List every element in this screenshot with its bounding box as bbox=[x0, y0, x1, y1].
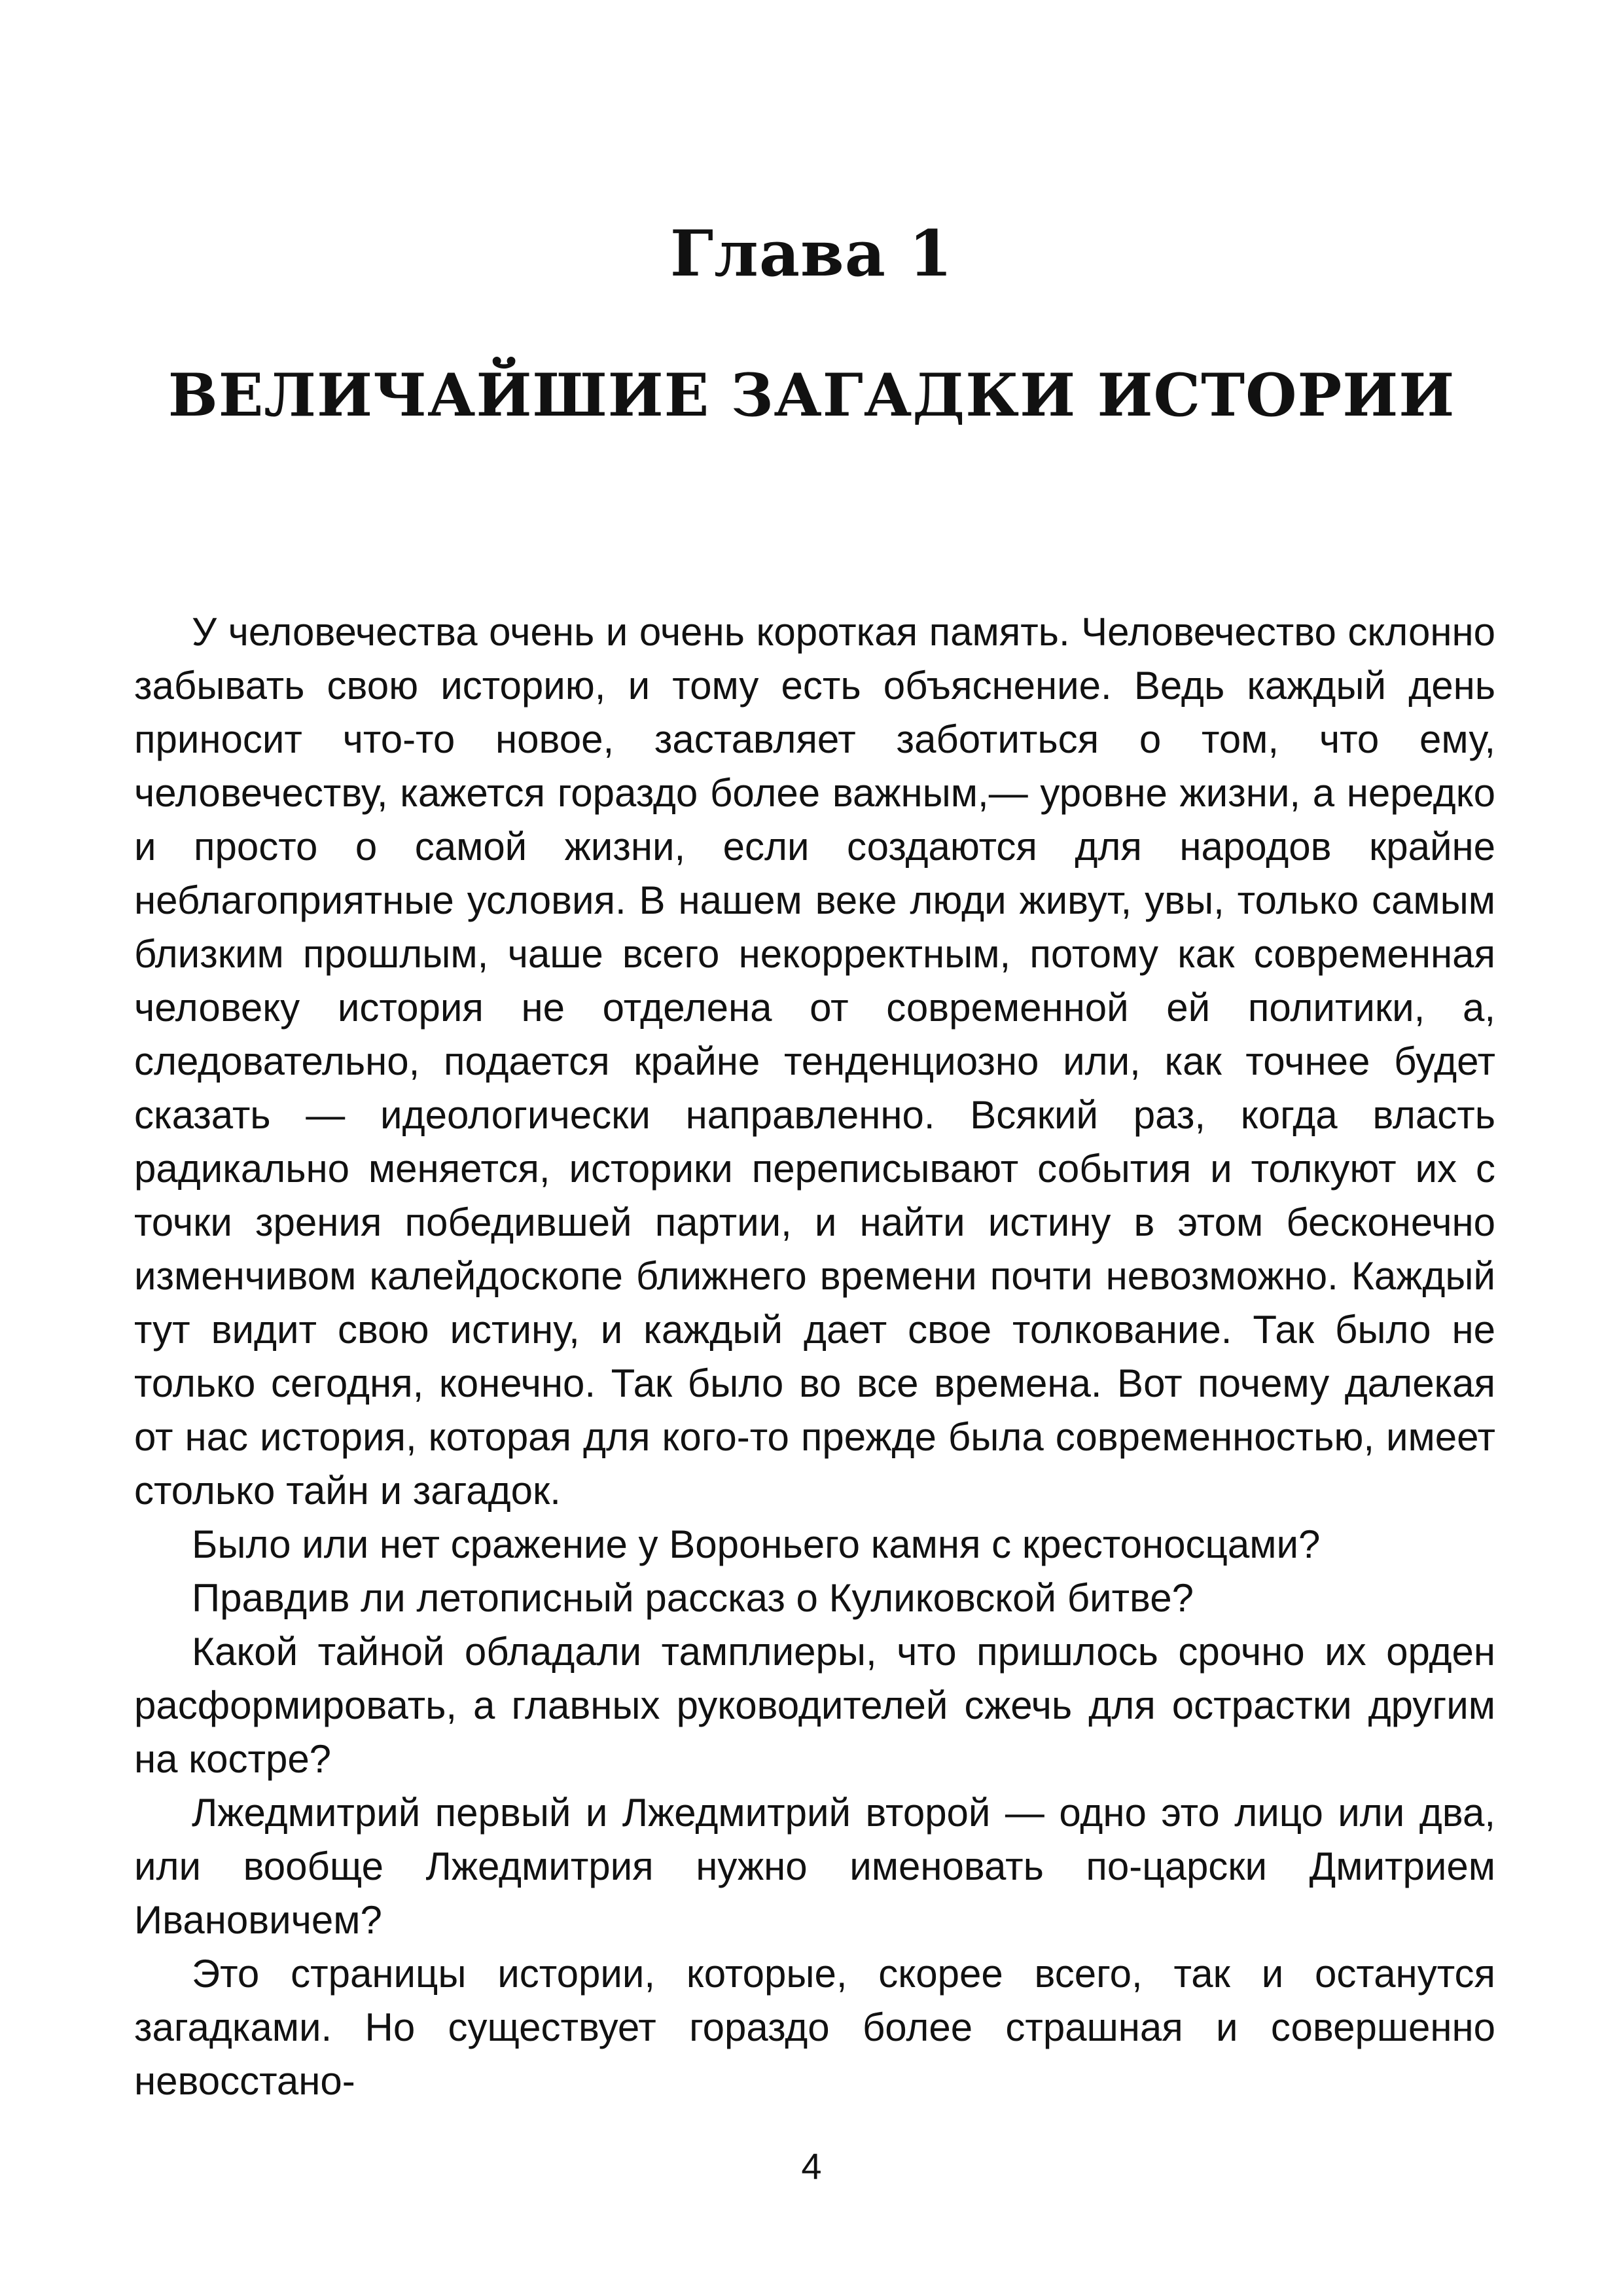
paragraph: Какой тайной обладали тамплиеры, что пришлось срочно их орден расформировать, а главных руководителей сжечь для острастки другим на костре? bbox=[134, 1630, 1495, 1781]
page-number: 4 bbox=[801, 2145, 822, 2187]
chapter-body bbox=[134, 605, 1495, 2108]
paragraph: Это страницы истории, которые, скорее всего, так и останутся загадками. Но существует гораздо более страшная и совершенно невосстано- bbox=[134, 1952, 1495, 2103]
paragraph: Лжедмитрий первый и Лжедмитрий второй — одно это лицо или два, или вообще Лжедмитрия нужно именовать по-царски Дмитрием Ивановичем? bbox=[134, 1791, 1495, 1942]
paragraph: У человечества очень и очень короткая память. Человечество склонно забывать свою историю, и тому есть объяснение. Ведь каждый день приносит что-то новое, заставляет заботиться о том, что ему, человечеству, кажется гораздо более важным,— уровне жизни, а нередко и просто о самой жизни, если создаются для народов крайне неблагоприятные условия. В нашем веке люди живут, увы, только самым близким прошлым, чаше всего некорректным, потому как современная человеку история не отделена от современной ей политики, а, следовательно, подается крайне тенденциозно или, как точнее будет сказать — идеологически направленно. Всякий раз, когда власть радикально меняется, историки переписывают события и толкуют их с точки зрения победившей партии, и найти истину в этом бесконечно изменчивом калейдоскопе ближнего времени почти невозможно. Каждый тут видит свою истину, и каждый дает свое толкование. Так было не только сегодня, конечно. Так было во все времена. Вот почему далекая от нас история, которая для кого-то прежде была современностью, имеет столько тайн и загадок. bbox=[134, 610, 1495, 1513]
chapter-title: ВЕЛИЧАЙШИЕ ЗАГАДКИ ИСТОРИИ bbox=[168, 361, 1455, 430]
chapter-label: Глава 1 bbox=[669, 217, 954, 291]
paragraph: Правдив ли летописный рассказ о Куликовской битве? bbox=[192, 1576, 1194, 1620]
paragraph: Было или нет сражение у Вороньего камня с крестоносцами? bbox=[192, 1522, 1321, 1566]
